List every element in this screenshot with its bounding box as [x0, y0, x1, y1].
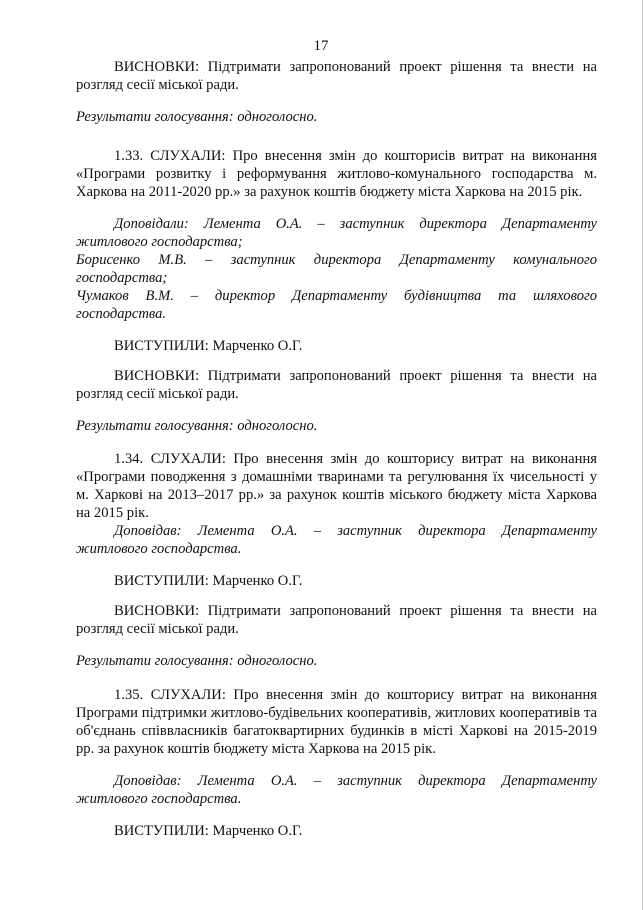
- speakers-1-35: Доповідав: Лемента О.А. – заступник директора Департаменту житлового господарства.: [76, 773, 597, 807]
- item-1-33-heard: 1.33. СЛУХАЛИ: Про внесення змін до кошторисів витрат на виконання «Програми розвитку і реформування житлово-комунального господарства м. Харкова на 2011-2020 рр.» за рахунок коштів бюджету міста Харкова на 2015 рік.: [76, 148, 597, 200]
- vote-result-1-33: Результати голосування: одноголосно.: [76, 418, 318, 434]
- vote-result-1-34: Результати голосування: одноголосно.: [76, 653, 318, 669]
- conclusion-1-32: ВИСНОВКИ: Підтримати запропонований проект рішення та внести на розгляд сесії міської ради.: [76, 59, 597, 93]
- page-number: 17: [313, 38, 329, 54]
- vote-result-1-32: Результати голосування: одноголосно.: [76, 109, 318, 125]
- item-1-35-heard: 1.35. СЛУХАЛИ: Про внесення змін до кошторису витрат на виконання Програми підтримки житлово-будівельних кооперативів, житлових кооперативів та об'єднань співвласників багатоквартирних будинків в місті Харкові на 2015-2019 рр. за рахунок коштів бюджету міста Харкова на 2015 рік.: [76, 687, 597, 757]
- speakers-1-34: Доповідав: Лемента О.А. – заступник директора Департаменту житлового господарства.: [76, 523, 597, 557]
- conclusion-1-33: ВИСНОВКИ: Підтримати запропонований проект рішення та внести на розгляд сесії міської ради.: [76, 368, 597, 402]
- spoke-1-34: ВИСТУПИЛИ: Марченко О.Г.: [114, 573, 303, 589]
- speakers-1-33-a: Доповідали: Лемента О.А. – заступник директора Департаменту житлового господарства;: [76, 216, 597, 250]
- spoke-1-35: ВИСТУПИЛИ: Марченко О.Г.: [114, 823, 303, 839]
- conclusion-1-34: ВИСНОВКИ: Підтримати запропонований проект рішення та внести на розгляд сесії міської ради.: [76, 603, 597, 637]
- speakers-1-33-c: Чумаков В.М. – директор Департаменту будівництва та шляхового господарства.: [76, 288, 597, 322]
- item-1-34-heard: 1.34. СЛУХАЛИ: Про внесення змін до кошторису витрат на виконання «Програми поводження з домашніми тваринами та регулювання їх чисельності у м. Харкові на 2013–2017 рр.» за рахунок коштів міського бюджету міста Харкова на 2015 рік.: [76, 451, 597, 521]
- page-body: [76, 58, 597, 840]
- spoke-1-33: ВИСТУПИЛИ: Марченко О.Г.: [114, 338, 303, 354]
- speakers-1-33-b: Борисенко М.В. – заступник директора Департаменту комунального господарства;: [76, 252, 597, 286]
